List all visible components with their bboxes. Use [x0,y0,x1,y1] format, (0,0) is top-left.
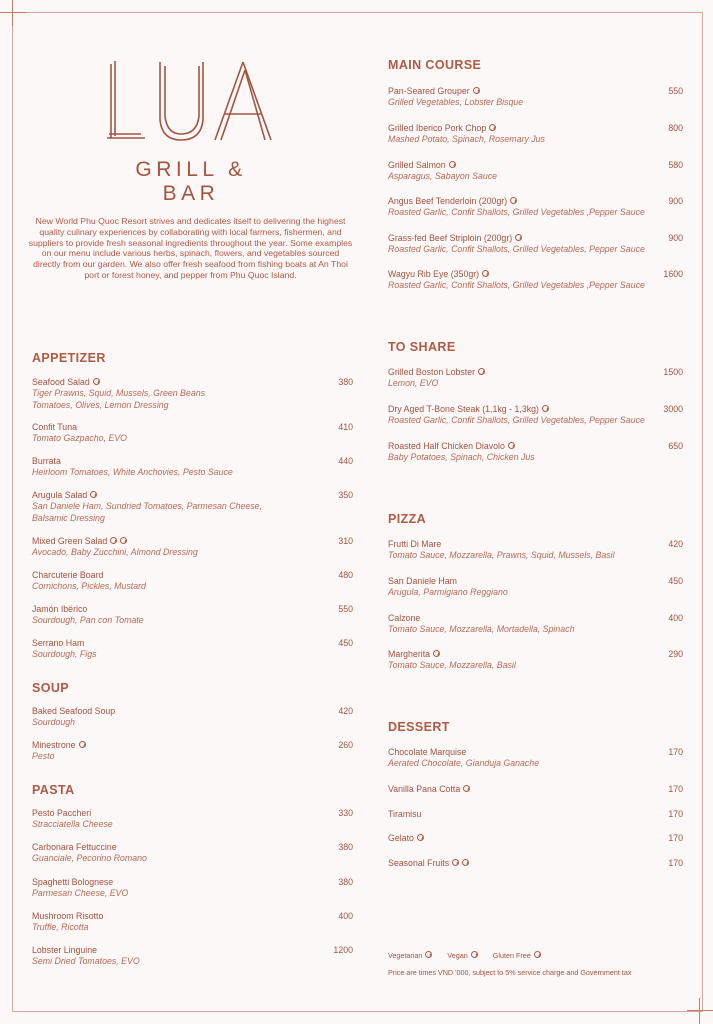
item-description: Sourdough [32,717,76,727]
item-description: Baby Potatoes, Spinach, Chicken Jus [388,452,535,462]
menu-item [388,784,683,795]
gluten-free-icon [449,161,456,168]
item-price: 260 [338,740,353,750]
item-name: Pesto Paccheri [32,808,92,818]
item-name: Charcuterie Board [32,570,104,580]
vegetarian-icon [425,951,432,958]
item-name: Baked Seafood Soup [32,706,116,716]
item-description: Roasted Garlic, Confit Shallots, Grilled Vegetables, Pepper Sauce [388,244,645,254]
item-description: Roasted Garlic, Confit Shallots, Grilled Vegetables ,Pepper Sauce [388,207,645,217]
intro-paragraph: New World Phu Quoc Resort strives and dedicates itself to delivering the highest quality culinary experiences by collaborating with local farmers, fishermen, and suppliers to provide fresh seasonal ingredients throughout the year. Some examples on our menu include various herbs, spinach, flowers, and vegetables sourced directly from our garden. We also offer fresh seafood from fishing boats at An Thoi port or forest honey, and pepper from Phu Quoc Island. [28,216,353,280]
item-price: 350 [338,490,353,500]
item-description: Arugula, Parmigiano Reggiano [388,587,508,597]
menu-item [388,86,683,109]
item-description: Lemon, EVO [388,378,439,388]
item-description: Roasted Garlic, Confit Shallots, Grilled Vegetables, Pepper Sauce [388,415,645,425]
item-price: 1600 [663,269,683,279]
item-price: 380 [338,377,353,387]
dietary-legend [388,951,554,960]
item-price: 450 [338,638,353,648]
item-description: Aerated Chocolate, Gianduja Ganache [388,758,540,768]
vegetarian-icon [79,741,86,748]
section-title-pasta: PASTA [32,783,75,797]
item-price: 170 [668,809,683,819]
item-name: Arugula Salad [32,490,88,500]
item-description: Stracciatella Cheese [32,819,113,829]
menu-item [388,747,683,770]
menu-item [388,809,683,820]
item-name: Grilled Boston Lobster [388,367,476,377]
section-title-pizza: PIZZA [388,512,427,526]
menu-item [388,269,683,292]
item-price: 650 [668,441,683,451]
right-column [388,0,683,1024]
corner-ornament [687,998,713,1024]
legend-gluten-free: Gluten Free [492,951,531,960]
menu-item [388,576,683,599]
item-name: Grass-fed Beef Striploin (200gr) [388,233,513,243]
item-description: Grilled Vegetables, Lobster Bisque [388,97,524,107]
menu-item [32,536,353,559]
item-description: Avocado, Baby Zucchini, Almond Dressing [32,547,198,557]
gluten-free-icon [93,378,100,385]
item-description: Balsamic Dressing [32,512,105,523]
item-name: Gelato [388,833,414,843]
item-description: Sourdough, Pan con Tomate [32,615,144,625]
gluten-free-icon [510,197,517,204]
item-price: 440 [338,456,353,466]
item-name: Chocolate Marquise [388,747,467,757]
item-name: Angus Beef Tenderloin (200gr) [388,196,508,206]
section-title-to-share: TO SHARE [388,340,456,354]
menu-item [32,490,353,524]
menu-item [32,842,353,865]
vegan-icon [452,859,459,866]
item-price: 380 [338,842,353,852]
item-description: Tomato Sauce, Mozzarella, Basil [388,660,516,670]
item-price: 900 [668,233,683,243]
item-price: 410 [338,422,353,432]
gluten-free-icon [463,785,470,792]
item-name: Wagyu Rib Eye (350gr) [388,269,480,279]
menu-item [32,638,353,661]
gluten-free-icon [462,859,469,866]
item-price: 330 [338,808,353,818]
price-note: Price are times VND '000, subject to 5% service charge and Government tax [388,968,632,977]
item-price: 170 [668,833,683,843]
menu-item [388,649,683,672]
item-name: Jamón Ibérico [32,604,88,614]
menu-item [388,123,683,146]
menu-item [388,160,683,183]
item-name: Spaghetti Bolognese [32,877,114,887]
item-description: Pesto [32,751,55,761]
item-price: 400 [338,911,353,921]
gluten-free-icon [508,442,515,449]
item-description: Guanciale, Pecorino Romano [32,853,147,863]
menu-item [32,456,353,479]
item-name: Grilled Iberico Pork Chop [388,123,487,133]
item-name: Frutti Di Mare [388,539,442,549]
item-name: Calzone [388,613,421,623]
item-description: Semi Dried Tomatoes, EVO [32,956,140,966]
menu-item [388,539,683,562]
item-description: Parmesan Cheese, EVO [32,888,129,898]
item-name: Carbonara Fettuccine [32,842,117,852]
menu-item [388,404,683,427]
menu-item [32,740,353,763]
item-description: San Daniele Ham, Sundried Tomatoes, Parmesan Cheese, [32,501,262,511]
item-price: 1200 [333,945,353,955]
left-column [32,0,353,1024]
item-price: 170 [668,784,683,794]
item-description: Tomato Sauce, Mozzarella, Prawns, Squid, Mussels, Basil [388,550,615,560]
menu-item [32,422,353,445]
item-description: Tiger Prawns, Squid, Mussels, Green Beans [32,388,206,398]
item-price: 3000 [663,404,683,414]
item-description: Roasted Garlic, Confit Shallots, Grilled Vegetables ,Pepper Sauce [388,280,645,290]
item-name: Confit Tuna [32,422,77,432]
item-name: Pan-Seared Grouper [388,86,470,96]
vegan-icon [110,537,117,544]
item-price: 800 [668,123,683,133]
menu-item [32,706,353,729]
menu-item [388,441,683,464]
menu-item [388,833,683,844]
item-description: Truffle, Ricotta [32,922,89,932]
vegetarian-icon [120,537,127,544]
vegan-icon [471,951,478,958]
menu-item [32,570,353,593]
item-price: 290 [668,649,683,659]
item-description: Mashed Potato, Spinach, Rosemary Jus [388,134,545,144]
menu-item [32,808,353,831]
item-price: 450 [668,576,683,586]
gluten-free-icon [90,491,97,498]
gluten-free-icon [482,270,489,277]
item-name: Margherita [388,649,431,659]
menu-item [32,604,353,627]
section-title-appetizer: APPETIZER [32,351,106,365]
item-name: Tiramisu [388,809,422,819]
section-title-dessert: DESSERT [388,720,450,734]
item-name: Serrano Ham [32,638,85,648]
gluten-free-icon [534,951,541,958]
item-description: Cornichons, Pickles, Mustard [32,581,146,591]
legend-vegan: Vegan [447,951,468,960]
item-description: Asparagus, Sabayon Sauce [388,171,498,181]
item-name: Roasted Half Chicken Diavolo [388,441,505,451]
menu-item [32,377,353,411]
menu-item [32,945,353,968]
item-price: 580 [668,160,683,170]
item-price: 550 [338,604,353,614]
gluten-free-icon [417,834,424,841]
item-name: Vanilla Pana Cotta [388,784,461,794]
item-name: Minestrone [32,740,76,750]
item-name: Seafood Salad [32,377,90,387]
item-price: 170 [668,858,683,868]
item-name: Grilled Salmon [388,160,446,170]
menu-item [388,367,683,390]
item-description: Sourdough, Figs [32,649,97,659]
gluten-free-icon [542,405,549,412]
item-name: San Daniele Ham [388,576,457,586]
item-price: 1500 [663,367,683,377]
item-description: Tomato Gazpacho, EVO [32,433,128,443]
gluten-free-icon [478,368,485,375]
menu-item [388,858,683,869]
item-price: 550 [668,86,683,96]
item-name: Mixed Green Salad [32,536,108,546]
gluten-free-icon [515,234,522,241]
item-price: 170 [668,747,683,757]
item-name: Burrata [32,456,61,466]
item-description: Heirloom Tomatoes, White Anchovies, Pesto Sauce [32,467,233,477]
menu-item [388,196,683,219]
item-price: 420 [338,706,353,716]
item-description: Tomato Sauce, Mozzarella, Mortadella, Spinach [388,624,575,634]
item-price: 480 [338,570,353,580]
item-name: Mushroom Risotto [32,911,104,921]
menu-item [32,877,353,900]
vegetarian-icon [433,650,440,657]
logo-subtitle: GRILL & BAR [135,158,247,205]
menu-item [388,233,683,256]
item-price: 900 [668,196,683,206]
gluten-free-icon [473,87,480,94]
item-name: Seasonal Fruits [388,858,450,868]
legend-vegetarian: Vegetarian [388,951,423,960]
corner-ornament [0,0,26,26]
item-description: Tomatoes, Olives, Lemon Dressing [32,399,169,410]
item-name: Lobster Linguine [32,945,98,955]
item-price: 380 [338,877,353,887]
item-price: 310 [338,536,353,546]
item-price: 420 [668,539,683,549]
gluten-free-icon [489,124,496,131]
item-name: Dry Aged T-Bone Steak (1,1kg - 1,3kg) [388,404,539,414]
section-title-main-course: MAIN COURSE [388,58,482,72]
menu-item [32,911,353,934]
section-title-soup: SOUP [32,681,70,695]
menu-item [388,613,683,636]
item-price: 400 [668,613,683,623]
